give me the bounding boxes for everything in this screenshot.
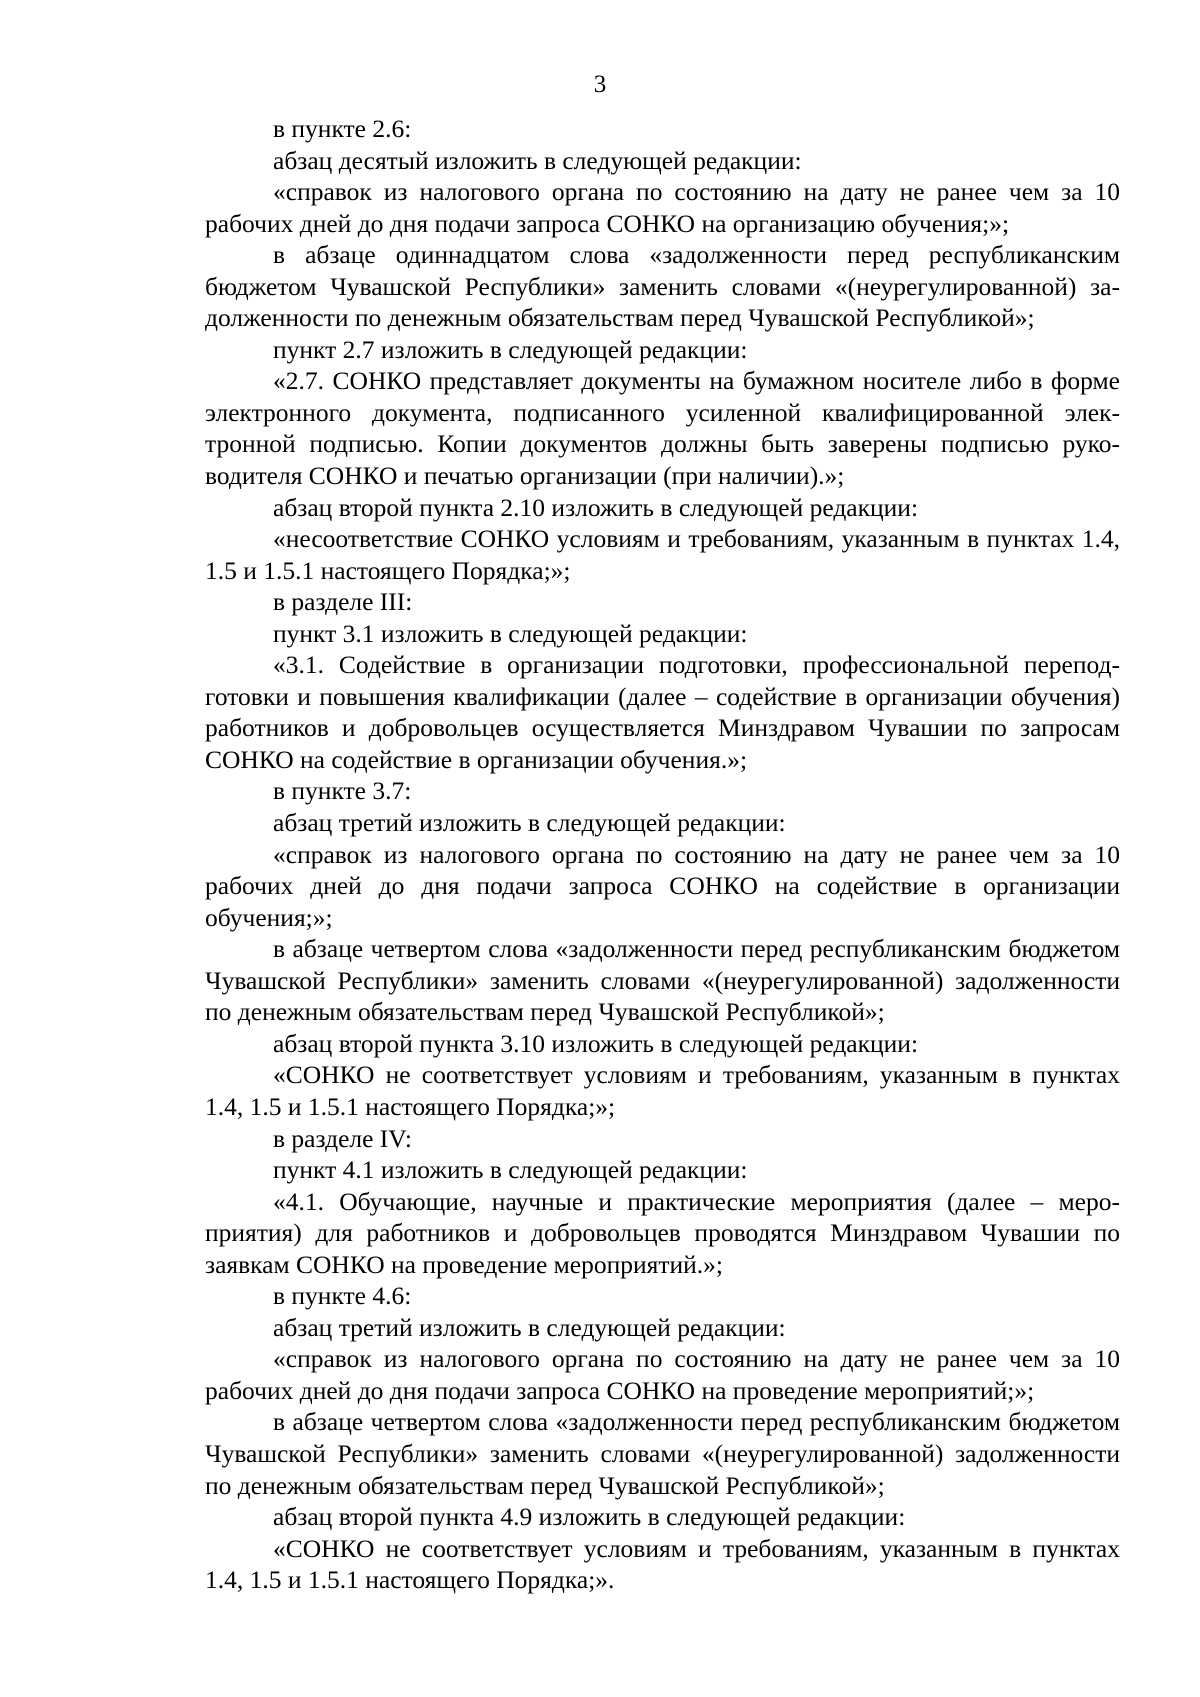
paragraph: в разделе III: xyxy=(273,587,413,617)
paragraph: «справок из налогового органа по состоянию на дату не ранее чем за 10 рабочих дней до дня подачи запроса СОНКО на проведение мероприятий;»; xyxy=(205,1344,1120,1405)
paragraph: в абзаце четвертом слова «задолженности перед республиканским бюджетом Чувашской Республики» заменить словами «(неурегулированной) задолженности по денежным обязательствам перед Чувашской Республикой»; xyxy=(205,1407,1120,1500)
paragraph: пункт 4.1 изложить в следующей редакции: xyxy=(273,1155,748,1185)
paragraph: пункт 2.7 изложить в следующей редакции: xyxy=(273,334,748,364)
paragraph: пункт 3.1 изложить в следующей редакции: xyxy=(273,618,748,648)
paragraph: в пункте 3.7: xyxy=(273,776,412,806)
paragraph: «справок из налогового органа по состоянию на дату не ранее чем за 10 рабочих дней до дня подачи запроса СОНКО на содействие в организации обучения;»; xyxy=(205,839,1120,932)
page-number: 3 xyxy=(593,71,607,98)
paragraph: в разделе IV: xyxy=(273,1123,412,1153)
paragraph: «СОНКО не соответствует условиям и требованиям, указанным в пунктах 1.4, 1.5 и 1.5.1 настоящего Порядка;»; xyxy=(205,1060,1120,1121)
paragraph: в пункте 2.6: xyxy=(273,114,412,143)
paragraph: абзац второй пункта 4.9 изложить в следующей редакции: xyxy=(273,1502,906,1532)
paragraph: абзац третий изложить в следующей редакции: xyxy=(273,1312,786,1342)
paragraph: абзац второй пункта 3.10 изложить в следующей редакции: xyxy=(273,1028,919,1058)
paragraph: в пункте 4.6: xyxy=(273,1281,412,1311)
paragraph: «4.1. Обучающие, научные и практические мероприятия (далее – мероприятия) для работников и добровольцев проводятся Минздравом Чувашии по заявкам СОНКО на проведение мероприятий.»; xyxy=(205,1186,1120,1279)
paragraph: «СОНКО не соответствует условиям и требованиям, указанным в пунктах 1.4, 1.5 и 1.5.1 настоящего Порядка;». xyxy=(205,1533,1120,1595)
paragraph: «справок из налогового органа по состоянию на дату не ранее чем за 10 рабочих дней до дня подачи запроса СОНКО на организацию обучения;»; xyxy=(205,177,1120,238)
paragraph: абзац десятый изложить в следующей редакции: xyxy=(273,145,802,175)
paragraph: «несоответствие СОНКО условиям и требованиям, указанным в пунктах 1.4, 1.5 и 1.5.1 настоящего Порядка;»; xyxy=(205,524,1120,585)
paragraph: «2.7. СОНКО представляет документы на бумажном носителе либо в форме электронного документа, подписанного усиленной квалифицированной электронной подписью. Копии документов должны быть заверены подписью руководителя СОНКО и печатью организации (при наличии).»; xyxy=(205,366,1120,491)
paragraph: в абзаце одиннадцатом слова «задолженности перед республиканским бюджетом Чувашской Республики» заменить словами «(неурегулированной) задолженности по денежным обязательствам перед Чувашской Республикой»; xyxy=(205,240,1120,333)
paragraph: «3.1. Содействие в организации подготовки, профессиональной переподготовки и повышения квалификации (далее – содействие в организации обучения) работников и добровольцев осуществляется Минздравом Чувашии по запросам СОНКО на содействие в организации обучения.»; xyxy=(205,650,1120,774)
paragraph: абзац второй пункта 2.10 изложить в следующей редакции: xyxy=(273,492,919,522)
paragraph: в абзаце четвертом слова «задолженности перед республиканским бюджетом Чувашской Республики» заменить словами «(неурегулированной) задолженности по денежным обязательствам перед Чувашской Республикой»; xyxy=(205,934,1120,1027)
document-body xyxy=(205,113,1120,1596)
paragraph: абзац третий изложить в следующей редакции: xyxy=(273,808,786,838)
